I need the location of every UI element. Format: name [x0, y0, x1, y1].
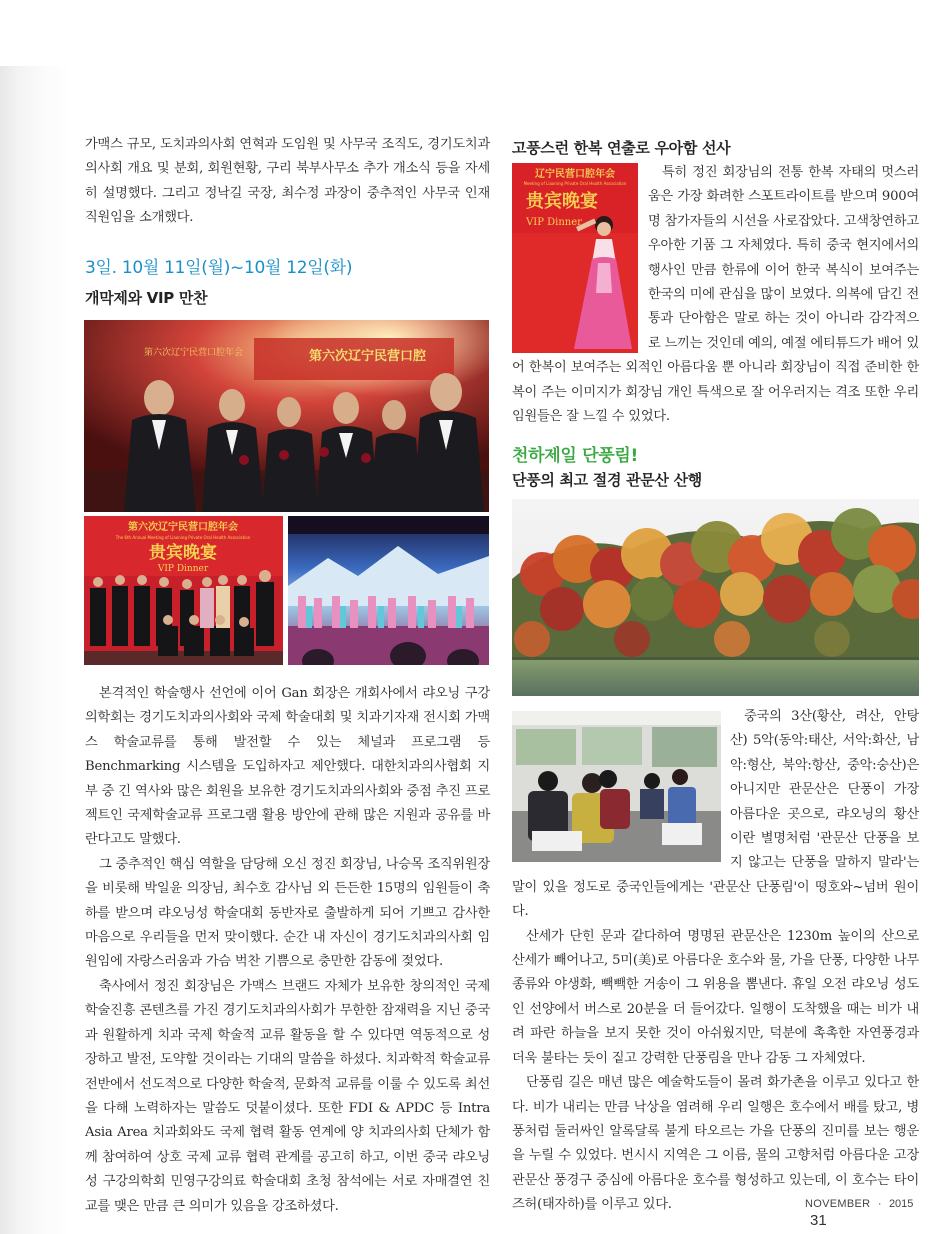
autumn-heading: 천하제일 단풍림! [512, 446, 638, 466]
autumn-subheading: 단풍의 최고 절경 관문산 산행 [512, 471, 702, 489]
left-paragraph-1: 본격적인 학술행사 선언에 이어 Gan 회장은 개회사에서 랴오닝 구강의학회는 경기도치과의사회와 국제 학술대회 및 치과기자재 전시회 가맥스 학술교류를 통해 발전할 수 있는 체널과 프로그램 등 Benchmarking 시스템을 도입하자고 제안했다. 대한치과의사협회 지부 중 긴 역사와 많은 회원을 보유한 경기도치과의사회와 중점 추진 프로젝트인 국제학술교류 프로그램 활용 방안에 관해 많은 지원과 공유를 바란다고도 말했다. [85, 686, 490, 848]
day-subheading: 개막제와 VIP 만찬 [85, 288, 208, 307]
left-column [85, 133, 490, 308]
photo-group [84, 516, 283, 665]
group-banner-title: 第六次辽宁民营口腔年会 [128, 522, 238, 533]
right-column-lower [512, 705, 919, 1218]
right-column-hanbok [512, 161, 919, 429]
footer-year: 2015 [888, 1198, 914, 1210]
footer-month: NOVEMBER [805, 1198, 871, 1210]
footer-dot: · [877, 1198, 882, 1210]
page-top-margin [0, 0, 951, 66]
stage-photo-image [288, 516, 489, 665]
toast-banner-text: 第六次辽宁民营口腔年会 [144, 348, 244, 358]
hanbok-banner-vip: VIP Dinner [526, 217, 582, 228]
right-paragraph-2: 중국의 3산(황산, 려산, 안탕산) 5악(동악:태산, 서악:화산, 남악:형산, 북악:항산, 중악:숭산)은 아니지만 관문산은 단풍이 가장 아름다운 곳으로, 랴오닝의 황산이란 별명처럼 '관문산 단풍을 보지 않고는 단풍을 말하지 말라'는 말이 있을 정도로 중국인들에게는 '관문산 단풍림'이 떵호와~넘버 원이다. [512, 709, 919, 920]
right-paragraph-3: 산세가 단힌 문과 같다하여 명명된 관문산은 1230m 높이의 산으로 산세가 빼어나고, 5미(美)로 아름다운 호수와 물, 가을 단풍, 다양한 나무종류와 야생화, 빽빽한 거송이 그 위용을 뽐낸다. 휴일 오전 랴오닝 성도인 선양에서 버스로 20분을 더 들어갔다. 일행이 도착했을 때는 비가 내려 파란 하늘을 보지 못한 것이 아쉬웠지만, 덕분에 촉촉한 자연풍경과 더욱 불타는 듯이 짙고 강력한 단풍림을 만나 감동 그 자체였다. [512, 928, 919, 1066]
day-heading: 3일. 10월 11일(월)~10월 12일(화) [85, 257, 353, 278]
page-footer [805, 1194, 935, 1229]
group-banner-big: 贵宾晚宴 [149, 543, 217, 563]
autumn-lake-image [512, 499, 919, 696]
svg-text:第六次辽宁民营口腔: 第六次辽宁民营口腔 [309, 349, 427, 364]
hanbok-heading: 고풍스런 한복 연출로 우아함 선사 [512, 139, 731, 157]
photo-stage [288, 516, 489, 665]
hanbok-body: 특히 정진 회장님의 전통 한복 자태의 멋스러움은 가장 화려한 스포트라이트를 받으며 900여 명 참가자들의 시선을 사로잡았다. 고색창연하고 우아한 기품 그 자체였다. 특히 중국 현지에서의 행사인 만큼 한류에 이어 한국 복식이 보여주는 한국의 미에 관심을 많이 보였다. 의복에 담긴 전통과 단아함은 말로 하는 것이 아니라 감각적으로 느끼는 것인데 예의, 예절 에티튜드가 배어 있어 한복이 보여주는 외적인 아름다움 뿐 아니라 회장님이 직접 준비한 한복이 주는 이미지가 회장님 개인 특색으로 잘 어우러지는 격조 또한 우리 임원들은 잘 느낄 수 있었다. [512, 165, 919, 425]
group-banner-sub: The 6th Annual Meeting of Liaoning Private Oral Health Association [115, 535, 251, 540]
hanbok-float-spacer [512, 161, 648, 356]
hanbok-banner-sub: Meeting of Liaoning Private Oral Health Association [523, 181, 627, 186]
hanbok-banner-big: 贵宾晚宴 [526, 191, 598, 212]
left-paragraph-3: 축사에서 정진 회장님은 가맥스 브랜드 자체가 보유한 창의적인 국제학술진흥 콘텐츠를 가진 경기도치과의사회가 무한한 잠재력을 지닌 중국과 원활하게 치과 국제 학술적 교류 활동을 할 수 있다면 역동적으로 성장하고 발전, 도약할 것이라는 기대의 말씀을 하셨다. 치과학적 학술교류 전반에서 선도적으로 다양한 학술적, 문화적 교류를 이룰 수 있도록 최선을 다해 노력하자는 말씀도 덧붙이셨다. 또한 FDI & APDC 등 Intra Asia Area 치과회와도 국제 협력 활동 연계에 양 치과의사회 단체가 함께 참여하여 상호 국제 교류 협력 관계를 공고히 하고, 이번 중국 랴오닝성 구강의학회 민영구강의료 학술대회 초청 참석에는 서로 자매결연 친교를 맺은 만큼 큰 의미가 있음을 강조하셨다. [85, 978, 490, 1214]
intro-paragraph: 가맥스 규모, 도치과의사회 연혁과 도임원 및 사무국 조직도, 경기도치과의사회 개요 및 분회, 회원현황, 구리 북부사무소 추가 개소식 등을 자세히 설명했다. 그리고 정낙길 국장, 최수정 과장이 중추적인 사무국 인재 직원임을 소개했다. [85, 137, 490, 226]
hanbok-banner-title: 辽宁民营口腔年会 [535, 169, 615, 180]
toast-photo-image [84, 320, 489, 512]
photo-toast [84, 320, 489, 512]
right-paragraph-4: 단풍림 길은 매년 많은 예술학도들이 몰려 화가촌을 이루고 있다고 한다. 비가 내리는 만큼 낙상을 염려해 우리 일행은 호수에서 배를 탔고, 병풍처럼 둘러싸인 알록달록 불게 타오르는 가을 단풍의 진미를 보는 행운을 누릴 수 있었다. 번시시 지역은 그 이름, 물의 고향처럼 아름다운 고장 관문산 풍경구 중심에 아름다운 호수를 형성하고 있는데, 이 호수는 타이즈허(태자하)를 이루고 있다. [512, 1075, 919, 1213]
boat-float-spacer [512, 705, 730, 869]
left-column-body [85, 682, 490, 1219]
footer-page-number: 31 [810, 1212, 827, 1229]
group-photo-image [84, 516, 283, 665]
left-paragraph-2: 그 중추적인 핵심 역할을 담당해 오신 정진 회장님, 나승목 조직위원장을 비롯해 박일윤 의장님, 최수호 감사님 외 든든한 15명의 임원들이 축하를 받으며 랴오닝성 학술대회 동반자로 출발하게 되어 기쁘고 감사한 마음으로 우리들을 먼저 맞이했다. 순간 내 자신이 경기도치과의사회 임원임에 자랑스러움과 가슴 벅찬 기쁨으로 충만한 감동에 젖었다. [85, 856, 491, 970]
photo-autumn-lake [512, 499, 919, 696]
group-banner-vip: VIP Dinner [157, 564, 209, 574]
